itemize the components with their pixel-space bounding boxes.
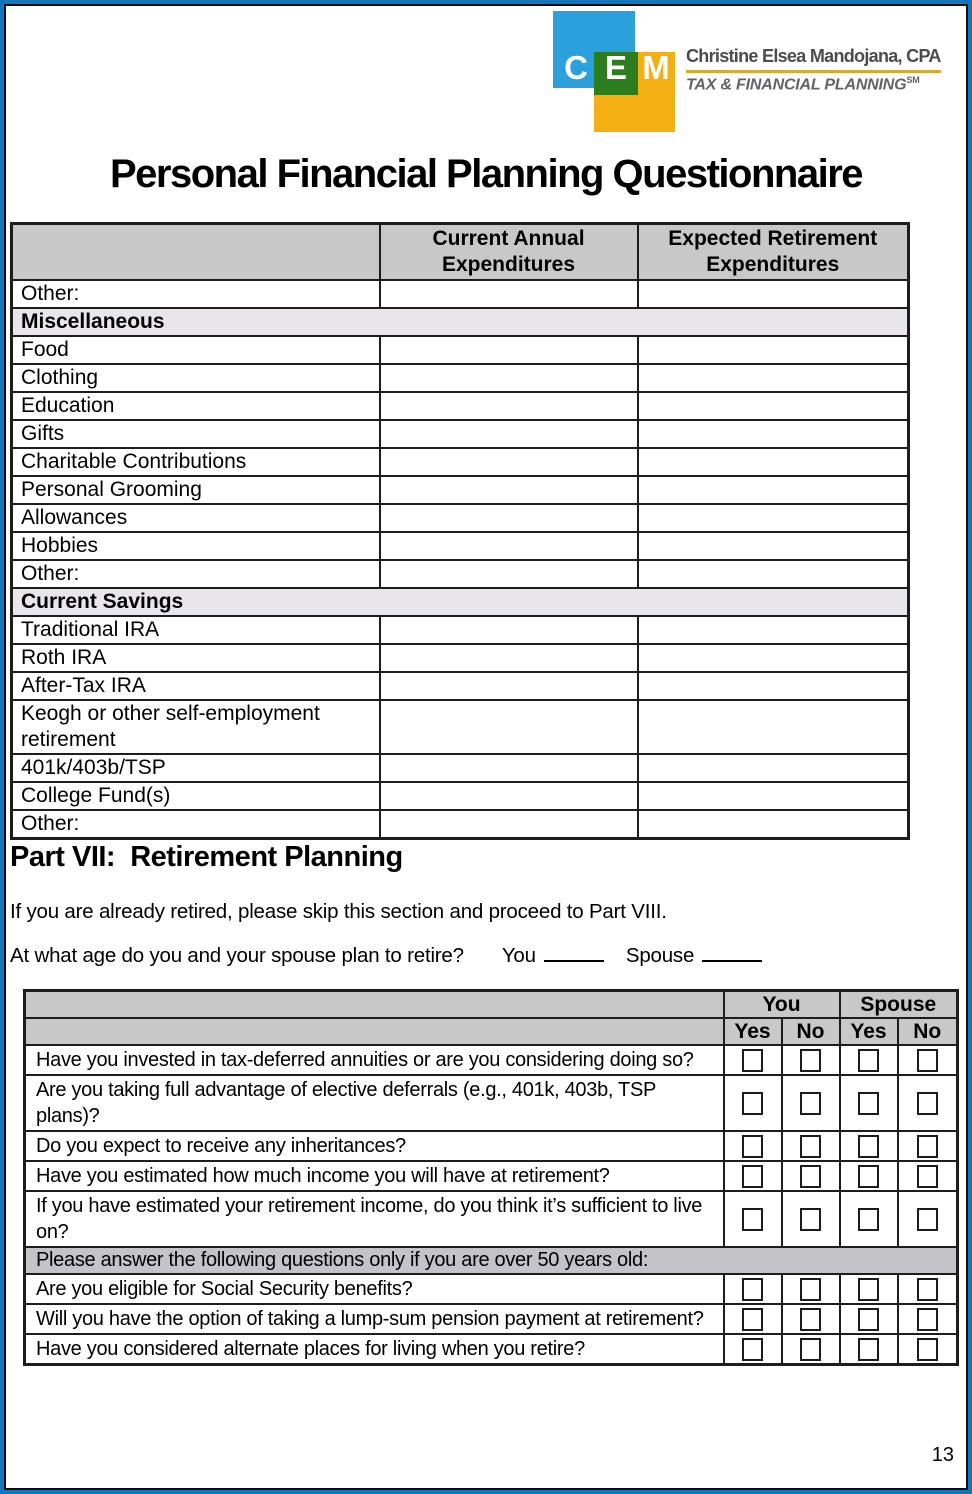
expense-row — [12, 754, 909, 782]
current-expenditure-cell[interactable] — [380, 392, 638, 420]
you-yes-checkbox[interactable] — [742, 1278, 763, 1301]
question-section-label: Please answer the following questions only if you are over 50 years old: — [25, 1247, 958, 1274]
question-section-row — [25, 1247, 958, 1274]
checkbox-cell — [840, 1304, 898, 1334]
checkbox-cell — [898, 1334, 958, 1365]
spouse-yes-checkbox[interactable] — [858, 1092, 879, 1115]
expense-label: Keogh or other self-employment retirement — [12, 700, 380, 754]
retirement-expenditure-cell[interactable] — [638, 644, 909, 672]
retirement-expenditure-cell[interactable] — [638, 364, 909, 392]
expense-section-label: Current Savings — [12, 588, 909, 616]
logo-service-mark: SM — [906, 75, 920, 85]
question-text: Will you have the option of taking a lump-sum pension payment at retirement? — [25, 1304, 724, 1334]
spouse-no-header: No — [898, 1018, 958, 1045]
checkbox-cell — [782, 1334, 840, 1365]
question-row — [25, 1075, 958, 1131]
spouse-yes-checkbox[interactable] — [858, 1208, 879, 1231]
question-text: Have you considered alternate places for living when you retire? — [25, 1334, 724, 1365]
expense-row — [12, 560, 909, 588]
spouse-no-checkbox[interactable] — [917, 1135, 938, 1158]
checkbox-cell — [782, 1045, 840, 1075]
logo-letter-e: E — [604, 49, 627, 86]
you-no-checkbox[interactable] — [800, 1092, 821, 1115]
expense-row — [12, 504, 909, 532]
expense-section-row — [12, 588, 909, 616]
expense-row — [12, 392, 909, 420]
expense-section-row — [12, 308, 909, 336]
current-expenditure-cell[interactable] — [380, 754, 638, 782]
spouse-no-checkbox[interactable] — [917, 1308, 938, 1331]
spouse-yes-checkbox[interactable] — [858, 1049, 879, 1072]
page — [4, 4, 968, 1490]
retirement-expenditure-cell[interactable] — [638, 782, 909, 810]
expense-label: Education — [12, 392, 380, 420]
checkbox-cell — [898, 1191, 958, 1247]
current-expenditure-cell[interactable] — [380, 782, 638, 810]
cem-logo — [553, 11, 677, 134]
logo-tagline — [686, 75, 941, 94]
question-row — [25, 1334, 958, 1365]
checkbox-cell — [840, 1334, 898, 1365]
you-label: You — [501, 944, 536, 967]
checkbox-cell — [840, 1045, 898, 1075]
expenditures-header-row — [12, 224, 909, 280]
current-expenditure-cell[interactable] — [380, 476, 638, 504]
checkbox-cell — [898, 1304, 958, 1334]
checkbox-cell — [724, 1191, 782, 1247]
retirement-expenditure-cell[interactable] — [638, 700, 909, 754]
retirement-age-question: At what age do you and your spouse plan to retire? — [10, 944, 464, 967]
part-vii-heading: Part VII: Retirement Planning — [10, 841, 403, 873]
checkbox-cell — [724, 1075, 782, 1131]
current-expenditure-cell[interactable] — [380, 810, 638, 839]
you-no-checkbox[interactable] — [800, 1049, 821, 1072]
expense-row — [12, 532, 909, 560]
checkbox-cell — [782, 1161, 840, 1191]
retirement-expenditure-cell[interactable] — [638, 392, 909, 420]
current-expenditure-cell[interactable] — [380, 616, 638, 644]
checkbox-cell — [782, 1191, 840, 1247]
logo-letter-c: C — [564, 49, 588, 86]
current-expenditure-cell[interactable] — [380, 532, 638, 560]
page-number: 13 — [931, 1444, 954, 1466]
logo-company-name: Christine Elsea Mandojana, CPA — [686, 46, 941, 73]
retirement-expenditure-cell[interactable] — [638, 280, 909, 308]
retirement-expenditure-cell[interactable] — [638, 560, 909, 588]
spouse-group-header: Spouse — [840, 991, 958, 1019]
checkbox-cell — [782, 1131, 840, 1161]
current-expenditure-cell[interactable] — [380, 560, 638, 588]
question-row — [25, 1161, 958, 1191]
you-no-header: No — [782, 1018, 840, 1045]
retirement-expenditure-cell[interactable] — [638, 504, 909, 532]
expense-label: Roth IRA — [12, 644, 380, 672]
page-title: Personal Financial Planning Questionnaire — [109, 152, 862, 196]
logo-letter-m: M — [642, 49, 670, 86]
expense-label: After-Tax IRA — [12, 672, 380, 700]
you-age-blank[interactable] — [544, 945, 604, 962]
expense-label: Allowances — [12, 504, 380, 532]
checkbox-cell — [782, 1274, 840, 1304]
spouse-label: Spouse — [625, 944, 695, 967]
you-yes-checkbox[interactable] — [742, 1308, 763, 1331]
checkbox-cell — [898, 1045, 958, 1075]
questions-header-empty — [25, 991, 724, 1019]
expenditures-table-body — [12, 280, 909, 839]
spouse-yes-header: Yes — [840, 1018, 898, 1045]
checkbox-cell — [898, 1131, 958, 1161]
current-expenditure-cell[interactable] — [380, 420, 638, 448]
expense-row — [12, 476, 909, 504]
question-row — [25, 1304, 958, 1334]
you-no-checkbox[interactable] — [800, 1278, 821, 1301]
expense-row — [12, 644, 909, 672]
current-expenditure-cell[interactable] — [380, 336, 638, 364]
spouse-no-checkbox[interactable] — [917, 1338, 938, 1361]
retirement-expenditure-cell[interactable] — [638, 448, 909, 476]
you-yes-checkbox[interactable] — [742, 1049, 763, 1072]
expense-row — [12, 672, 909, 700]
expense-label: Charitable Contributions — [12, 448, 380, 476]
checkbox-cell — [840, 1161, 898, 1191]
checkbox-cell — [782, 1075, 840, 1131]
you-yes-header: Yes — [724, 1018, 782, 1045]
retirement-age-line — [10, 944, 762, 968]
expense-row — [12, 810, 909, 839]
logo-text-block — [686, 46, 941, 94]
question-row — [25, 1274, 958, 1304]
expenditures-header-retirement: Expected Retirement Expenditures — [638, 224, 909, 280]
current-expenditure-cell[interactable] — [380, 280, 638, 308]
logo-tagline-text: TAX & FINANCIAL PLANNING — [686, 76, 907, 94]
you-group-header: You — [724, 991, 840, 1019]
retirement-expenditure-cell[interactable] — [638, 420, 909, 448]
current-expenditure-cell[interactable] — [380, 364, 638, 392]
retirement-expenditure-cell[interactable] — [638, 616, 909, 644]
expense-row — [12, 420, 909, 448]
you-yes-checkbox[interactable] — [742, 1092, 763, 1115]
spouse-age-blank[interactable] — [702, 945, 762, 962]
checkbox-cell — [840, 1274, 898, 1304]
you-yes-checkbox[interactable] — [742, 1338, 763, 1361]
expense-row — [12, 616, 909, 644]
retirement-expenditure-cell[interactable] — [638, 810, 909, 839]
checkbox-cell — [898, 1274, 958, 1304]
spouse-no-checkbox[interactable] — [917, 1165, 938, 1188]
expense-label: Clothing — [12, 364, 380, 392]
expense-row — [12, 448, 909, 476]
you-no-checkbox[interactable] — [800, 1135, 821, 1158]
current-expenditure-cell[interactable] — [380, 448, 638, 476]
spouse-no-checkbox[interactable] — [917, 1092, 938, 1115]
expense-label: Personal Grooming — [12, 476, 380, 504]
you-yes-checkbox[interactable] — [742, 1135, 763, 1158]
part-vii-intro: If you are already retired, please skip this section and proceed to Part VIII. — [10, 900, 667, 923]
checkbox-cell — [724, 1131, 782, 1161]
expense-row — [12, 336, 909, 364]
expenditures-header-current: Current Annual Expenditures — [380, 224, 638, 280]
spouse-yes-checkbox[interactable] — [858, 1308, 879, 1331]
expense-label: Gifts — [12, 420, 380, 448]
spouse-yes-checkbox[interactable] — [858, 1165, 879, 1188]
expense-label: Traditional IRA — [12, 616, 380, 644]
expense-label: 401k/403b/TSP — [12, 754, 380, 782]
question-text: Are you eligible for Social Security benefits? — [25, 1274, 724, 1304]
current-expenditure-cell[interactable] — [380, 504, 638, 532]
question-text: Have you invested in tax-deferred annuities or are you considering doing so? — [25, 1045, 724, 1075]
you-no-checkbox[interactable] — [800, 1165, 821, 1188]
checkbox-cell — [898, 1075, 958, 1131]
questions-group-header-row — [25, 991, 958, 1019]
question-row — [25, 1045, 958, 1075]
checkbox-cell — [840, 1075, 898, 1131]
current-expenditure-cell[interactable] — [380, 644, 638, 672]
retirement-expenditure-cell[interactable] — [638, 672, 909, 700]
questions-subheader-empty — [25, 1018, 724, 1045]
checkbox-cell — [724, 1161, 782, 1191]
expense-row — [12, 782, 909, 810]
expense-row — [12, 280, 909, 308]
expense-row — [12, 700, 909, 754]
expenditures-header-empty — [12, 224, 380, 280]
expense-label: Food — [12, 336, 380, 364]
checkbox-cell — [840, 1131, 898, 1161]
expense-label: Other: — [12, 280, 380, 308]
spouse-yes-checkbox[interactable] — [858, 1135, 879, 1158]
expense-section-label: Miscellaneous — [12, 308, 909, 336]
retirement-expenditure-cell[interactable] — [638, 532, 909, 560]
question-row — [25, 1131, 958, 1161]
you-no-checkbox[interactable] — [800, 1338, 821, 1361]
question-text: Have you estimated how much income you will have at retirement? — [25, 1161, 724, 1191]
question-row — [25, 1191, 958, 1247]
retirement-expenditure-cell[interactable] — [638, 754, 909, 782]
questions-subheader-row — [25, 1018, 958, 1045]
checkbox-cell — [724, 1334, 782, 1365]
spouse-yes-checkbox[interactable] — [858, 1338, 879, 1361]
expense-label: Other: — [12, 560, 380, 588]
checkbox-cell — [724, 1274, 782, 1304]
question-text: Are you taking full advantage of elective deferrals (e.g., 401k, 403b, TSP plans)? — [25, 1075, 724, 1131]
checkbox-cell — [898, 1161, 958, 1191]
spouse-no-checkbox[interactable] — [917, 1278, 938, 1301]
you-no-checkbox[interactable] — [800, 1308, 821, 1331]
checkbox-cell — [724, 1045, 782, 1075]
retirement-questions-table — [23, 989, 959, 1366]
you-yes-checkbox[interactable] — [742, 1165, 763, 1188]
questions-table-body — [25, 1045, 958, 1365]
expense-label: Other: — [12, 810, 380, 839]
spouse-no-checkbox[interactable] — [917, 1208, 938, 1231]
checkbox-cell — [724, 1304, 782, 1334]
current-expenditure-cell[interactable] — [380, 672, 638, 700]
expenditures-table — [10, 222, 910, 840]
question-text: If you have estimated your retirement income, do you think it’s sufficient to live on? — [25, 1191, 724, 1247]
expense-row — [12, 364, 909, 392]
expense-label: Hobbies — [12, 532, 380, 560]
checkbox-cell — [840, 1191, 898, 1247]
retirement-expenditure-cell[interactable] — [638, 476, 909, 504]
current-expenditure-cell[interactable] — [380, 700, 638, 754]
checkbox-cell — [782, 1304, 840, 1334]
spouse-yes-checkbox[interactable] — [858, 1278, 879, 1301]
you-yes-checkbox[interactable] — [742, 1208, 763, 1231]
retirement-expenditure-cell[interactable] — [638, 336, 909, 364]
expense-label: College Fund(s) — [12, 782, 380, 810]
question-text: Do you expect to receive any inheritances? — [25, 1131, 724, 1161]
you-no-checkbox[interactable] — [800, 1208, 821, 1231]
spouse-no-checkbox[interactable] — [917, 1049, 938, 1072]
